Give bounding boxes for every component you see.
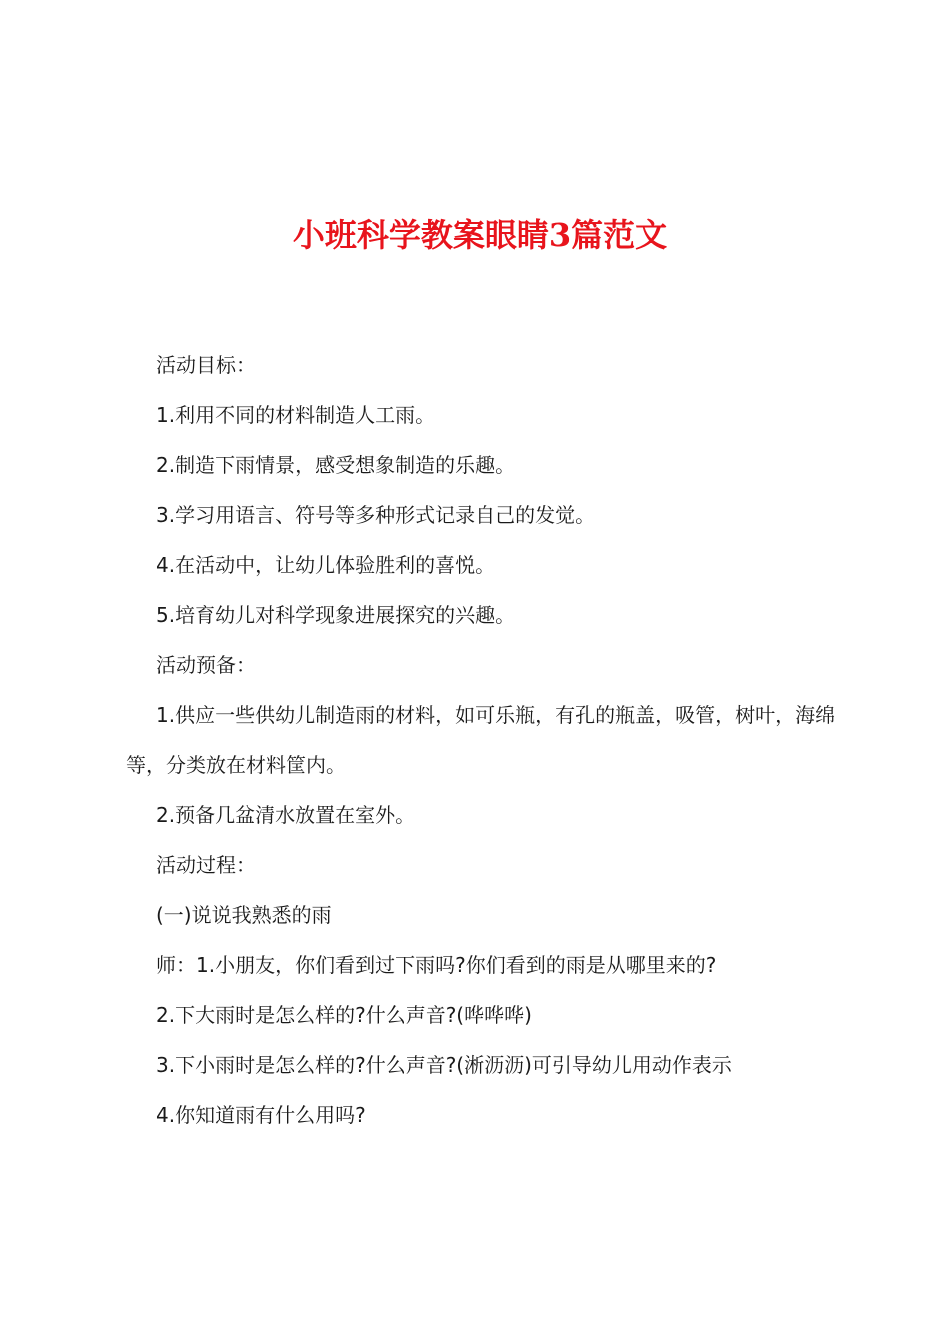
paragraph-goal-1: 1.利用不同的材料制造人工雨。	[156, 403, 436, 427]
paragraph-goals-heading: 活动目标：	[156, 353, 256, 377]
paragraph-goal-3: 3.学习用语言、符号等多种形式记录自己的发觉。	[156, 503, 596, 527]
paragraph-goal-4: 4.在活动中，让幼儿体验胜利的喜悦。	[156, 553, 496, 577]
document-body	[126, 340, 836, 1140]
paragraph-preparation-1: 1.供应一些供幼儿制造雨的材料，如可乐瓶，有孔的瓶盖，吸管，树叶，海绵等，分类放在材料筐内。	[126, 703, 836, 777]
paragraph-teacher-question-2: 2.下大雨时是怎么样的?什么声音?(哗哗哗)	[156, 1003, 532, 1027]
paragraph-process-section-1: (一)说说我熟悉的雨	[156, 903, 332, 927]
paragraph-teacher-question-4: 4.你知道雨有什么用吗?	[156, 1103, 366, 1127]
paragraph-process-heading: 活动过程：	[156, 853, 256, 877]
paragraph-goal-2: 2.制造下雨情景，感受想象制造的乐趣。	[156, 453, 516, 477]
document-title: 小班科学教案眼睛3篇范文	[292, 216, 668, 254]
paragraph-teacher-question-1: 师：1.小朋友，你们看到过下雨吗?你们看到的雨是从哪里来的?	[156, 953, 717, 977]
paragraph-preparation-2: 2.预备几盆清水放置在室外。	[156, 803, 416, 827]
paragraph-teacher-question-3: 3.下小雨时是怎么样的?什么声音?(淅沥沥)可引导幼儿用动作表示	[156, 1053, 732, 1077]
paragraph-preparation-heading: 活动预备：	[156, 653, 256, 677]
paragraph-goal-5: 5.培育幼儿对科学现象进展探究的兴趣。	[156, 603, 516, 627]
